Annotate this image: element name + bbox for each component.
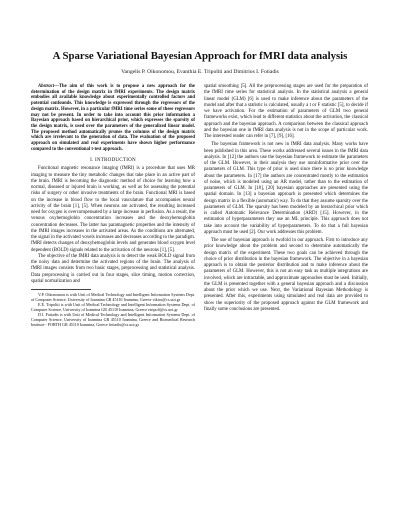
paper-title: A Sparse Variational Bayesian Approach for fMRI data analysis [52, 50, 348, 62]
footnote-divider [31, 289, 91, 290]
intro-paragraph-1: Functional magnetic resonance imaging (fMRI) is a procedure that uses MR imaging to measure the tiny metabolic changes that take place in an active part of the brain. fMRI is becoming the diagnostic method of choice for learning how a normal, diseased or injured brain is working, as well as for assessing the potential risks of surgery or other invasive treatments of the brain. Functional MRI is based on the increase in blood flow to the local vasculature that accompanies neural activity of the brain [1], [5]. When neurons are activated, the resulting increased need for oxygen is overcompensated by a large increase in perfusion. As a result, the venous oxyhemoglobin concentration increases and the deoxyhemoglobin concentration decreases. The latter has paramagnetic properties and the intensity of the fMRI images increases in the activated areas. As the conditions are alternated, the signal in the activated voxels increases and decreases according to the paradigm. fMRI detects changes of deoxyhemoglobin levels and generates blood oxygen level dependent (BOLD) signals related to the activation of the neurons [1], [5]. [31, 166, 196, 253]
left-column [31, 84, 195, 328]
footnote-author-2: E.E. Tripoliti is with Unit of Medical Technology and Intelligent Information Systems Dept. of Computer Science, University of Ioannina GR 45110 Ioannina, Greece etripoli@cs.uoi.gr [31, 302, 195, 313]
section-heading-introduction: I. INTRODUCTION [90, 157, 136, 164]
intro-paragraph-2: The objective of the fMRI data analysis is to detect the weak BOLD signal from the noisy data and determine the activated regions of the brain. The analysis of fMRI images consists from two basic stages, preprocessing and statistical analysis. Data preprocessing is carried out in four stages, slice timing, motion correction, spatial normalization and [31, 253, 195, 284]
abstract [31, 84, 195, 152]
right-column [204, 84, 368, 313]
abstract-label: Abstract— [38, 84, 59, 89]
paper-authors: Vangelis P. Oikonomou, Evanthia E. Tripoliti and Dimitrios I. Fotiadis [121, 69, 279, 75]
right-paragraph-3: The use of bayesian approach is twofold in our approach. First to introduce any prior knowledge about the problem and second to determine automatically the design matrix of the experiment. These two goals can be achieved through the choice of prior distribution in the bayesian framework. The objective in a bayesian approach is to obtain the posterior distribution and to make inference about the parameters of GLM. However, this is not an easy task as multiple integrations are involved, which are intractable, and approximate approaches must be used. Initially, the GLM is presented together with a general bayesian approach and a discussion about the prior which we use. Next, the Variational Bayesian Methodology is presented. After this, experiments using simulated and real data are provided to show the superiority of the proposed approach against the GLM framework and finally some conclusions are presented. [204, 238, 368, 312]
footnote-author-3: D.I. Fotiadis is with Unit of Medical Technology and Intelligent Information Systems Dept. of Computer Science, University of Ioannina GR 45110 Ioannina, Greece and Biomedical Research Institute - FORTH GR 45110 Ioannina, Greece fotiadis@cs.uoi.gr [31, 312, 195, 328]
footnote-author-1: V.P. Oikonomou is with Unit of Medical Technology and Intelligent Information Systems Dept. of Computer Science, University of Ioannina GR 45110 Ioannina, Greece viktor@cs.uoi.gr [31, 292, 195, 303]
abstract-text: The aim of this work is to propose a new approach for the determination of the design matrix in fMRI experiments. The design matrix embodies all available knowledge about experimentally controlled factors and potential confounds. This knowledge is expressed through the regressors of the design matrix. However, in a particular fMRI time series some of these regressors may not be present. In order to take into account this prior information a Bayesian approach based on hierarchical prior, which expresses the sparsity of the design matrix, is used over the parameters of the generalized linear model. The proposed method automatically prunes the columns of the design matrix which are irrelevant to the generation of data. The evaluation of the proposed approach on simulated and real experiments have shown higher performance compared to the conventional t-test approach. [31, 84, 195, 152]
right-paragraph-1: spatial smoothing [5]. All the preprocessing stages are used for the preparation of the fMRI time series for statistical analysis. In the statistical analysis a general linear model (GLM) [6] is used to make inference about the parameters of the model and after that a statistic is calculated, usually a t or F statistic [5], to decide if we have activation. For the estimation of parameters of GLM two general frameworks exist, which lead to different statistics about the activation, the classical approach and the bayesian approach. A comparison between the classical approach and the bayesian one in fMRI data analysis is not in the scope of particular work. The interested reader can refer in [7], [9], [16]. [204, 84, 368, 139]
right-paragraph-2: The bayesian framework is not new in fMRI data analysis. Many works have been published in this area. These works addressed several issues in the fMRI data analysis. In [12] the authors use the bayesian framework to estimate the parameters of the GLM. However, in their analysis they use noninformative prior over the parameters of GLM. This type of prior is used since there is no prior knowledge about the parameters. In [17] the authors are concentrated mostly to the estimation of noise, which is modeled using an AR model, rather than to the estimation of parameters of GLM. In [18], [20] bayesian approaches are presented using the spatial domain. In [13] a bayesian approach is presented which determines the design matrix in a flexible (automatic) way. To do that they assume sparsity over the parameters of GLM. The sparsity has been modeled by an hierarchical prior which is called Automatic Relevance Determination (ARD) [15]. However, in the estimation of hyperparameters they use an ML principle. This approach does not take into account the variability of hyperparameters. To do that a full bayesian approach must be used [2]. Our work addresses this problem. [204, 142, 368, 235]
